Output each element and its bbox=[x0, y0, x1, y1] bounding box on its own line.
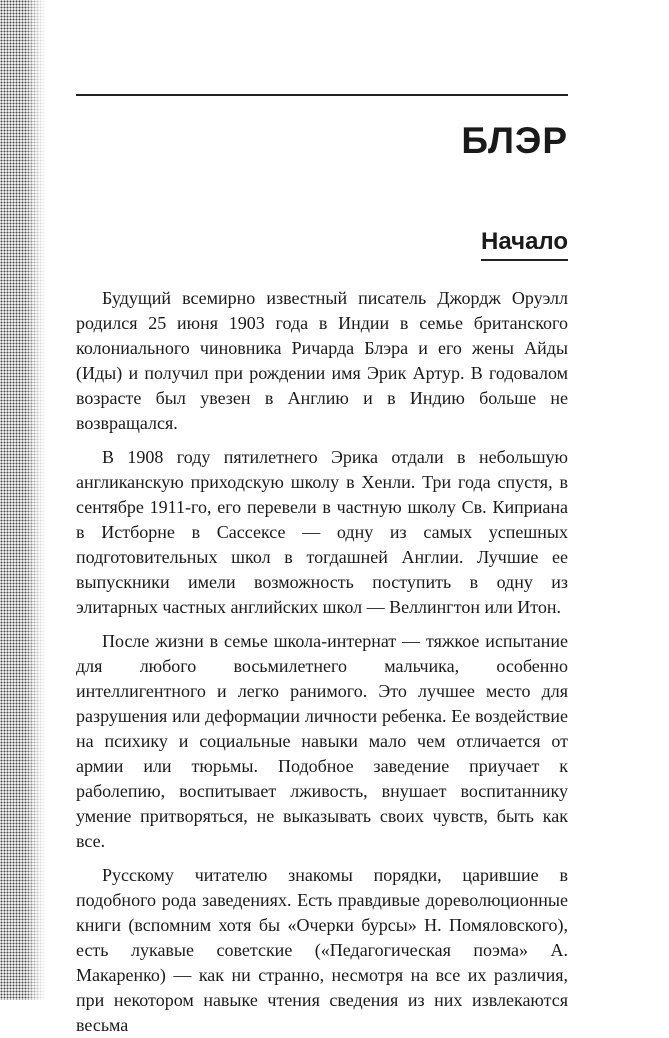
top-rule bbox=[76, 94, 568, 96]
halftone-margin-decoration bbox=[0, 0, 46, 1000]
chapter-title: БЛЭР bbox=[461, 120, 568, 161]
section-title: Начало bbox=[481, 228, 568, 261]
paragraph: В 1908 году пятилетнего Эрика отдали в небольшую англиканскую приходскую школу в Хенли. Три года спустя, в сентябре 1911-го, его перевели в частную школу Св. Киприана в Истборне в Сассексе — одну из самых успешных подготовительных школ в тогдашней Англии. Лучшие ее выпускники имели возможность поступить в одну из элитарных частных английских школ — Веллингтон или Итон. bbox=[76, 447, 568, 617]
body-text bbox=[76, 286, 568, 1038]
paragraph: Русскому читателю знакомы порядки, царившие в подобного рода заведениях. Есть правдивые дореволюционные книги (вспомним хотя бы «Очерки бурсы» Н. Помяловского), есть лукавые советские («Педагогическая поэма» А. Макаренко) — как ни странно, несмотря на все их различия, при некотором навыке чтения сведения из них извлекаются весьма bbox=[76, 865, 568, 1035]
paragraph: После жизни в семье школа-интернат — тяжкое испытание для любого восьмилетнего мальчика, особенно интеллигентного и легко ранимого. Это лучшее место для разрушения или деформации личности ребенка. Ее воздействие на психику и социальные навыки мало чем отличается от армии или тюрьмы. Подобное заведение приучает к раболепию, воспитывает лживость, внушает воспитаннику умение притворяться, не выказывать своих чувств, быть как все. bbox=[76, 631, 568, 851]
paragraph: Будущий всемирно известный писатель Джордж Оруэлл родился 25 июня 1903 года в Индии в семье британского колониального чиновника Ричарда Блэра и его жены Айды (Иды) и получил при рождении имя Эрик Артур. В годовалом возрасте был увезен в Англию и в Индию больше не возвращался. bbox=[76, 288, 568, 433]
